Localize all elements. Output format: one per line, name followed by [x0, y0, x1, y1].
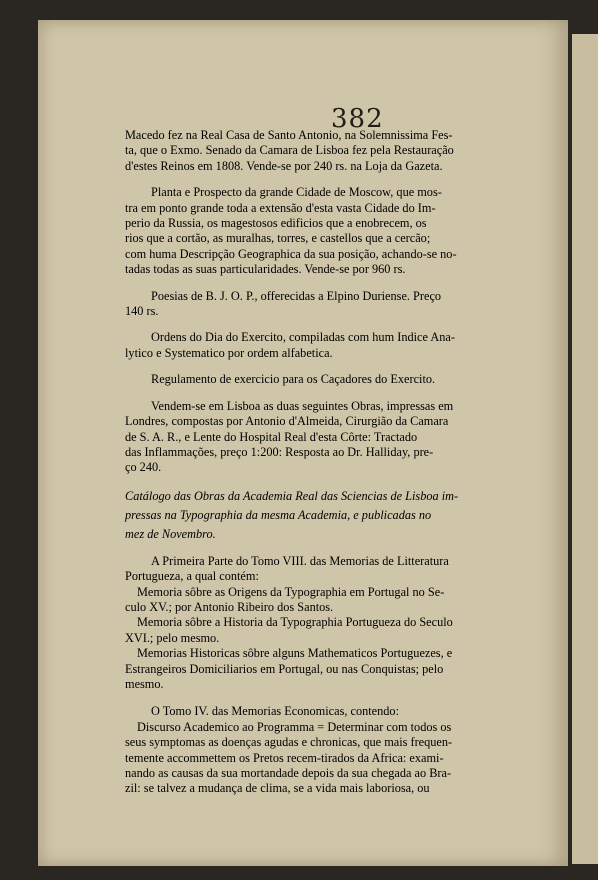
text-line: temente accommettem os Pretos recem-tirados da Africa: exami- [125, 750, 444, 765]
notice-paragraph [125, 128, 543, 174]
text-line: ço 240. [125, 460, 162, 475]
contents-item [125, 646, 543, 692]
text-line: 140 rs. [125, 304, 159, 319]
text-line: Planta e Prospecto da grande Cidade de Moscow, que mos- [151, 185, 442, 200]
text-line: seus symptomas as doenças agudas e chronicas, que mais frequen- [125, 735, 453, 750]
text-line: XVI.; pelo mesmo. [125, 630, 220, 645]
notice-paragraph [125, 289, 543, 320]
text-line: pressas na Typographia da mesma Academia, e publicadas no [125, 507, 432, 522]
text-line: Poesias de B. J. O. P., offerecidas a Elpino Duriense. Preço [151, 288, 442, 303]
text-line: d'estes Reinos em 1808. Vende-se por 240 rs. na Loja da Gazeta. [125, 158, 443, 173]
text-line: Catálogo das Obras da Academia Real das Sciencias de Lisboa im- [125, 488, 459, 503]
text-line: com huma Descripção Geographica da sua posição, achando-se no- [125, 246, 457, 261]
text-line: Memorias Historicas sôbre alguns Mathematicos Portuguezes, e [137, 646, 453, 661]
notice-paragraph [125, 399, 543, 476]
text-line: zil: se talvez a mudança de clima, se a vida mais laboriosa, ou [125, 781, 430, 796]
notices-section [125, 128, 543, 476]
notice-paragraph [125, 330, 543, 361]
text-line: Discurso Academico ao Programma = Determinar com todos os [137, 719, 452, 734]
text-line: nando as causas da sua mortandade depois da sua chegada ao Bra- [125, 766, 452, 780]
text-line: ta, que o Exmo. Senado da Camara de Lisboa fez pela Restauração [125, 143, 454, 158]
contents-item [125, 585, 543, 616]
text-line: mesmo. [125, 676, 164, 691]
tomo-iv-section [125, 704, 543, 808]
text-line: culo XV.; por Antonio Ribeiro dos Santos. [125, 599, 334, 614]
page-number: 382 [331, 104, 384, 134]
text-line: rios que a cortão, as muralhas, torres, e castellos que a cercão; [125, 231, 431, 246]
text-line: tadas todas as suas particularidades. Vende-se por 960 rs. [125, 262, 406, 277]
catalog-heading [125, 487, 543, 544]
text-line: Memoria sôbre as Origens da Typographia em Portugal no Se- [137, 584, 445, 599]
text-line: Regulamento de exercicio para os Caçadores do Exercito. [151, 372, 436, 387]
tomo-viii-section [125, 554, 543, 705]
text-line: Vendem-se em Lisboa as duas seguintes Obras, impressas em [151, 398, 454, 413]
text-line: mez de Novembro. [125, 526, 216, 541]
text-line: O Tomo IV. das Memorias Economicas, contendo: [151, 704, 399, 719]
section-intro [125, 554, 543, 585]
contents-item [125, 615, 543, 646]
page-body [125, 128, 543, 809]
notice-paragraph [125, 372, 543, 387]
text-line: Portugueza, a qual contém: [125, 569, 259, 584]
text-line: perio da Russia, os magestosos edificios que a enobrecem, os [125, 216, 427, 231]
section-intro [125, 704, 543, 719]
text-line: Memoria sôbre a Historia da Typographia Portugueza do Seculo [137, 615, 453, 630]
text-line: A Primeira Parte do Tomo VIII. das Memorias de Litteratura [151, 553, 449, 568]
text-line: das Inflammações, preço 1:200: Resposta ao Dr. Halliday, pre- [125, 444, 434, 459]
text-line: de S. A. R., e Lente do Hospital Real d'esta Côrte: Tractado [125, 429, 418, 444]
text-line: Ordens do Dia do Exercito, compiladas com hum Indice Ana- [151, 330, 455, 345]
text-line: tra em ponto grande toda a extensão d'esta vasta Cidade do Im- [125, 200, 436, 215]
text-line: Estrangeiros Domiciliarios em Portugal, ou nas Conquistas; pelo [125, 661, 444, 676]
notice-paragraph [125, 185, 543, 277]
adjacent-page-edge [572, 34, 598, 864]
text-line: Londres, compostas por Antonio d'Almeida, Cirurgião da Camara [125, 414, 449, 429]
contents-item [125, 720, 543, 797]
text-line: lytico e Systematico por ordem alfabetica. [125, 345, 333, 360]
text-line: Macedo fez na Real Casa de Santo Antonio, na Solemnissima Fes- [125, 128, 453, 142]
